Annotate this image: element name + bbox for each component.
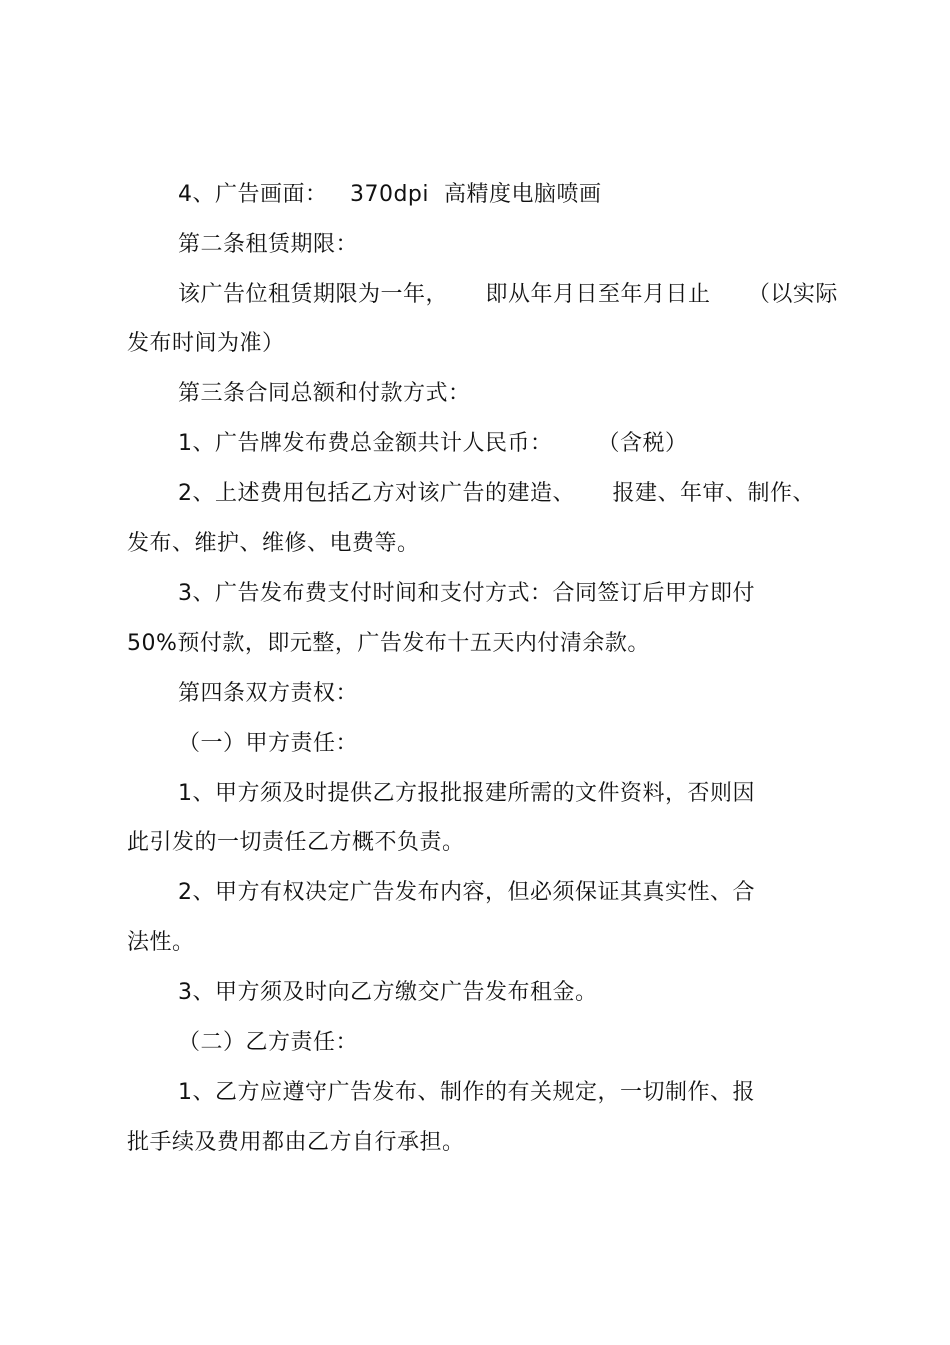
line-party-b-duties-title: （二）乙方责任：: [178, 1030, 359, 1055]
line-ad-image-spec: 4、广告画面： 370dpi 高精度电脑喷画: [178, 182, 602, 207]
line-payment-method: 3、广告发布费支付时间和支付方式：合同签订后甲方即付: [178, 581, 755, 606]
line-article-4-title: 第四条双方责权：: [178, 681, 359, 706]
line-article-3-title: 第三条合同总额和付款方式：: [178, 381, 471, 406]
line-party-a-duty-2: 2、甲方有权决定广告发布内容，但必须保证其真实性、合: [178, 880, 755, 905]
line-article-2-title: 第二条租赁期限：: [178, 232, 359, 257]
line-fee-includes: 2、上述费用包括乙方对该广告的建造、 报建、年审、制作、: [178, 481, 815, 506]
line-party-a-duty-3: 3、甲方须及时向乙方缴交广告发布租金。: [178, 980, 598, 1005]
line-party-b-duty-1-cont: 批手续及费用都由乙方自行承担。: [127, 1130, 465, 1155]
line-party-a-duty-1-cont: 此引发的一切责任乙方概不负责。: [127, 830, 465, 855]
line-lease-term-cont: 发布时间为准）: [127, 331, 285, 356]
line-party-a-duties-title: （一）甲方责任：: [178, 731, 359, 756]
line-fee-includes-cont: 发布、维护、维修、电费等。: [127, 531, 420, 556]
line-party-a-duty-2-cont: 法性。: [127, 930, 195, 955]
line-total-amount: 1、广告牌发布费总金额共计人民币： （含税）: [178, 431, 688, 456]
line-lease-term: 该广告位租赁期限为一年， 即从年月日至年月日止 （以实际: [178, 282, 838, 307]
line-payment-method-cont: 50%预付款，即元整，广告发布十五天内付清余款。: [127, 631, 650, 656]
line-party-b-duty-1: 1、乙方应遵守广告发布、制作的有关规定，一切制作、报: [178, 1080, 755, 1105]
line-party-a-duty-1: 1、甲方须及时提供乙方报批报建所需的文件资料，否则因: [178, 781, 755, 806]
